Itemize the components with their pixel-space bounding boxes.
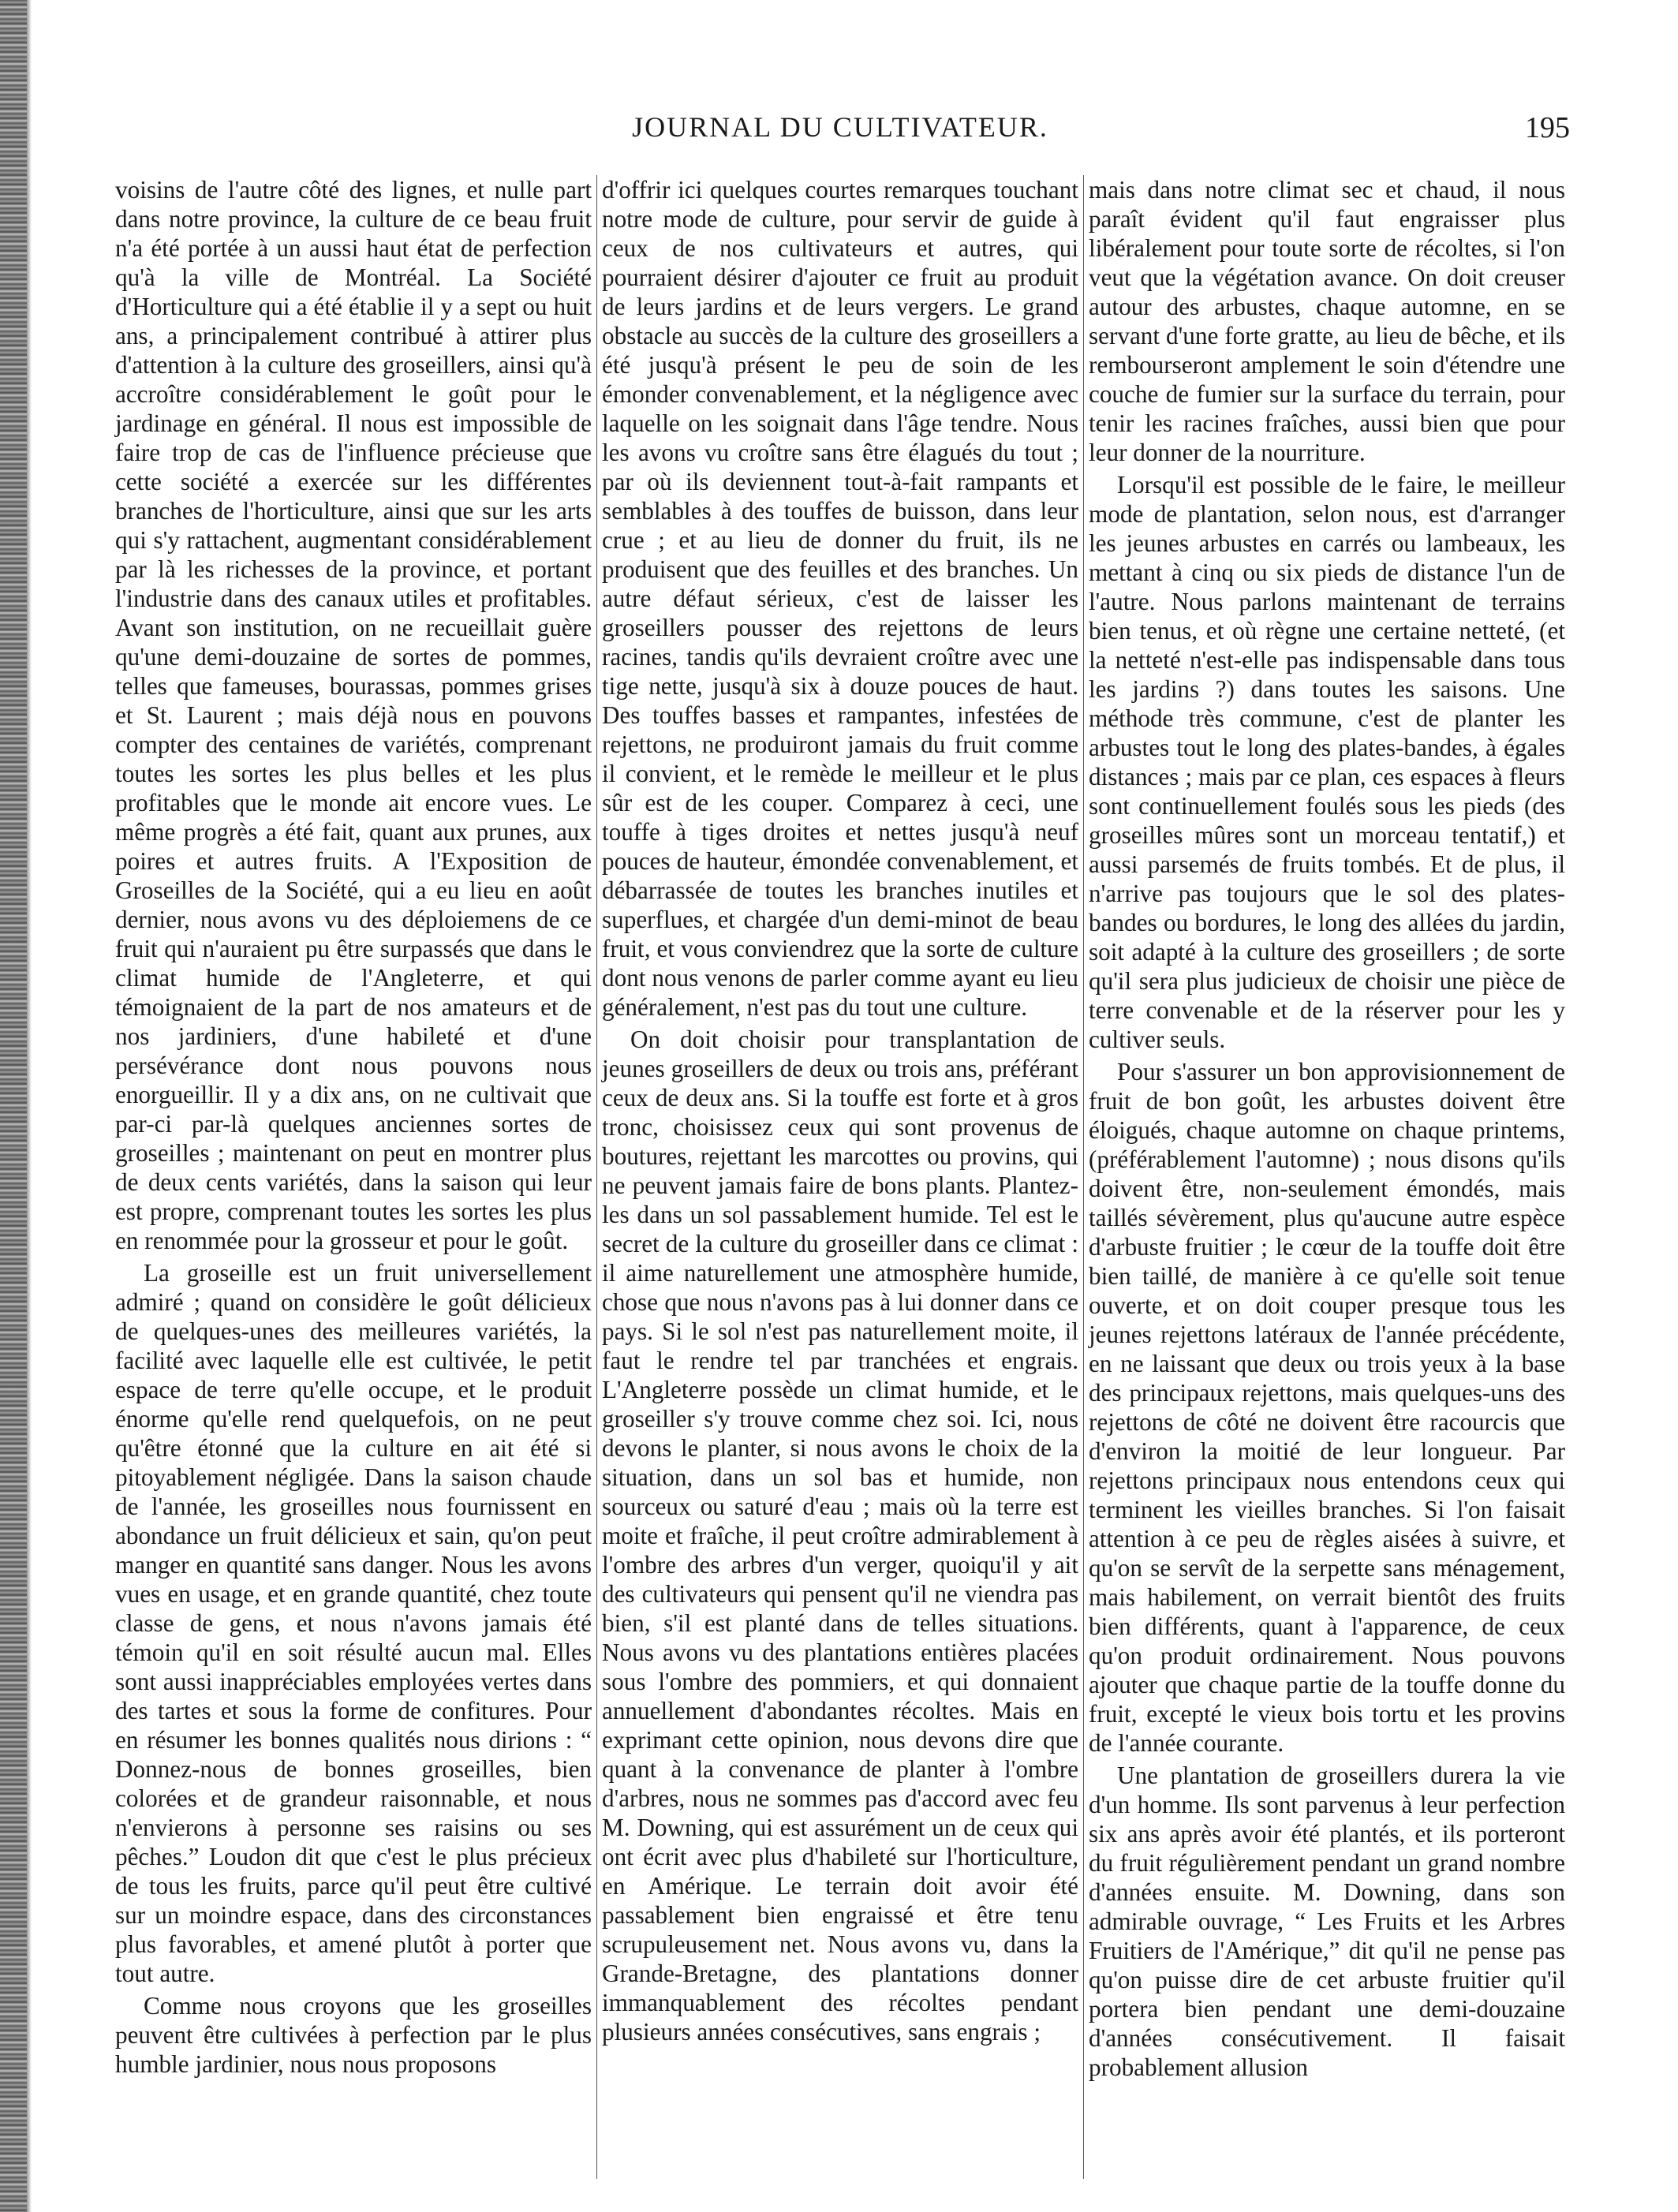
column-2	[597, 175, 1083, 2179]
column-3-paragraph-1: mais dans notre climat sec et chaud, il nous paraît évident qu'il faut engraisser plus libéralement pour toute sorte de récoltes, si l'on veut que la végétation avance. On doit creuser autour des arbustes, chaque automne, en se servant d'une forte gratte, au lieu de bêche, et ils rembourseront amplement le soin d'étendre une couche de fumier sur la surface du terrain, pour tenir les racines fraîches, aussi bien que pour leur donner de la nourriture.	[1089, 176, 1565, 466]
running-title: JOURNAL DU CULTIVATEUR.	[632, 111, 1048, 143]
page-number: 195	[1525, 111, 1570, 144]
binding-shadow	[27, 0, 32, 2212]
column-3-paragraph-4: Une plantation de groseillers durera la vie d'un homme. Ils sont parvenus à leur perfection six ans après avoir été plantés, et ils porteront du fruit régulièrement pendant un grand nombre d'années ensuite. M. Downing, dans son admirable ouvrage, “ Les Fruits et les Arbres Fruitiers de l'Amérique,” dit qu'il ne pense pas qu'on puisse dire de cet arbuste fruitier qu'il portera bien pendant une demi-douzaine d'années consécutivement. Il faisait probablement allusion	[1089, 1762, 1565, 2081]
text-columns	[110, 175, 1570, 2179]
column-1-paragraph-3: Comme nous croyons que les groseilles peuvent être cultivées à perfection par le plus humble jardinier, nous nous proposons	[115, 1992, 592, 2078]
column-1-paragraph-2: La groseille est un fruit universellement admiré ; quand on considère le goût délicieux de quelques-unes des meilleures variétés, la facilité avec laquelle elle est cultivée, le petit espace de terre qu'elle occupe, et le produit énorme qu'elle rend quelquefois, on ne peut qu'être étonné que la culture en ait été si pitoyablement négligée. Dans la saison chaude de l'année, les groseilles nous fournissent en abondance un fruit délicieux et sain, qu'on peut manger en quantité sans danger. Nous les avons vues en usage, et en grande quantité, chez toute classe de gens, et nous n'avons jamais été témoin qu'il en soit résulté aucun mal. Elles sont aussi inappréciables employées vertes dans des tartes et sous la forme de confitures. Pour en résumer les bonnes qualités nous dirions : “ Donnez-nous de bonnes groseilles, bien colorées et de grandeur raisonnable, et nous n'envierons à personne ses raisins ou ses pêches.” Loudon dit que c'est le plus précieux de tous les fruits, parce qu'il peut être cultivé sur un moindre espace, dans des circonstances plus favorables, et amené plutôt à porter que tout autre.	[115, 1259, 592, 1987]
column-1-paragraph-1: voisins de l'autre côté des lignes, et nulle part dans notre province, la culture de ce beau fruit n'a été portée à un aussi haut état de perfection qu'à la ville de Montréal. La Société d'Horticulture qui a été établie il y a sept ou huit ans, a principalement contribué à attirer plus d'attention à la culture des groseillers, ainsi qu'à accroître considérablement le goût pour le jardinage en général. Il nous est impossible de faire trop de cas de l'influence précieuse que cette société a exercée sur les différentes branches de l'horticulture, ainsi que sur les arts qui s'y rattachent, augmentant considérablement par là les richesses de la province, et portant l'industrie dans des canaux utiles et profitables. Avant son institution, on ne recueillait guère qu'une demi-douzaine de sortes de pommes, telles que fameuses, bourassas, pommes grises et St. Laurent ; mais déjà nous en pouvons compter des centaines de variétés, comprenant toutes les sortes les plus belles et les plus profitables que le monde ait encore vues. Le même progrès a été fait, quant aux prunes, aux poires et autres fruits. A l'Exposition de Groseilles de la Société, qui a eu lieu en août dernier, nous avons vu des déploiemens de ce fruit qui n'auraient pu être surpassés que dans le climat humide de l'Angleterre, et qui témoignaient de la part de nos amateurs et de nos jardiniers, d'une habileté et d'une persévérance dont nous pouvons nous enorgueillir. Il y a dix ans, on ne cultivait que par-ci par-là quelques anciennes sortes de groseilles ; maintenant on peut en montrer plus de deux cents variétés, dans la saison qui leur est propre, comprenant toutes les sortes les plus en renommée pour la grosseur et pour le goût.	[115, 176, 592, 1254]
column-2-paragraph-2: On doit choisir pour transplantation de jeunes groseillers de deux ou trois ans, préférant ceux de deux ans. Si la touffe est forte et à gros tronc, choisissez ceux qui sont provenus de boutures, rejettant les marcottes ou provins, qui ne peuvent jamais faire de bons plants. Plantez-les dans un sol passablement humide. Tel est le secret de la culture du groseiller dans ce climat : il aime naturellement une atmosphère humide, chose que nous n'avons pas à lui donner dans ce pays. Si le sol n'est pas naturellement moite, il faut le rendre tel par tranchées et engrais. L'Angleterre possède un climat humide, et le groseiller s'y trouve comme chez soi. Ici, nous devons le planter, si nous avons le choix de la situation, dans un sol bas et humide, non sourceux ou saturé d'eau ; mais où la terre est moite et fraîche, il peut croître admirablement à l'ombre des arbres d'un verger, quoiqu'il y ait des cultivateurs qui pensent qu'il ne viendra pas bien, s'il est planté dans de telles situations. Nous avons vu des plantations entières placées sous l'ombre des pommiers, et qui donnaient annuellement d'abondantes récoltes. Mais en exprimant cette opinion, nous devons dire que quant à la convenance de planter à l'ombre d'arbres, nous ne sommes pas d'accord avec feu M. Downing, qui est assurément un de ceux qui ont écrit avec plus d'habileté sur l'horticulture, en Amérique. Le terrain doit avoir été passablement bien engraissé et être tenu scrupuleusement net. Nous avons vu, dans la Grande-Bretagne, des plantations donner immanquablement des récoltes pendant plusieurs années consécutives, sans engrais ;	[602, 1026, 1078, 2046]
book-binding-edge	[0, 0, 27, 2212]
column-3	[1084, 175, 1570, 2179]
column-1	[110, 175, 596, 2179]
column-3-paragraph-2: Lorsqu'il est possible de le faire, le meilleur mode de plantation, selon nous, est d'arranger les jeunes arbustes en carrés ou lambeaux, les mettant à cinq ou six pieds de distance l'un de l'autre. Nous parlons maintenant de terrains bien tenus, et où règne une certaine netteté, (et la netteté n'est-elle pas indispensable dans tous les jardins ?) dans toutes les saisons. Une méthode très commune, c'est de planter les arbustes tout le long des plates-bandes, à égales distances ; mais par ce plan, ces espaces à fleurs sont continuellement foulés sous les pieds (des groseilles mûres sont un morceau tentatif,) et aussi parsemés de fruits tombés. Et de plus, il n'arrive pas toujours que le sol des plates-bandes ou bordures, le long des allées du jardin, soit adapté à la culture des groseillers ; de sorte qu'il sera plus judicieux de choisir une pièce de terre convenable et de la réserver pour les y cultiver seuls.	[1089, 471, 1565, 1053]
column-3-paragraph-3: Pour s'assurer un bon approvisionnement de fruit de bon goût, les arbustes doivent être éloigués, chaque automne on chaque printems, (préférablement l'automne) ; nous disons qu'ils doivent être, non-seulement émondés, mais taillés sévèrement, plus qu'aucune autre espèce d'arbuste fruitier ; le cœur de la touffe doit être bien taillé, de manière à ce qu'elle soit tenue ouverte, et on doit couper presque tous les jeunes rejettons latéraux de l'année précédente, en ne laissant que deux ou trois yeux à la base des principaux rejettons, mais quelques-uns des rejettons de côté ne doivent être racourcis que d'environ la moitié de leur longueur. Par rejettons principaux nous entendons ceux qui terminent les vieilles branches. Si l'on faisait attention à ce peu de règles aisées à suivre, et qu'on se servît de la serpette sans ménagement, mais habilement, on verrait bientôt des fruits bien différents, quant à l'apparence, de ceux qu'on produit ordinairement. Nous pouvons ajouter que chaque partie de la touffe donne du fruit, excepté le vieux bois tortu et les provins de l'année courante.	[1089, 1058, 1565, 1757]
column-2-paragraph-1: d'offrir ici quelques courtes remarques touchant notre mode de culture, pour servir de guide à ceux de nos cultivateurs et autres, qui pourraient désirer d'ajouter ce fruit au produit de leurs jardins et de leurs vergers. Le grand obstacle au succès de la culture des groseillers a été jusqu'à présent le peu de soin de les émonder convenablement, et la négligence avec laquelle on les soignait dans l'âge tendre. Nous les avons vu croître sans être élagués du tout ; par où ils deviennent tout-à-fait rampants et semblables à des touffes de buisson, dans leur crue ; et au lieu de donner du fruit, ils ne produisent que des feuilles et des branches. Un autre défaut sérieux, c'est de laisser les groseillers pousser des rejettons de leurs racines, tandis qu'ils devraient croître avec une tige nette, jusqu'à six à douze pouces de haut. Des touffes basses et rampantes, infestées de rejettons, ne produiront jamais du fruit comme il convient, et le remède le meilleur et le plus sûr est de les couper. Comparez à ceci, une touffe à tiges droites et nettes jusqu'à neuf pouces de hauteur, émondée convenablement, et débarrassée de toutes les branches inutiles et superflues, et chargée d'un demi-minot de beau fruit, et vous conviendrez que la sorte de culture dont nous venons de parler comme ayant eu lieu généralement, n'est pas du tout une culture.	[602, 176, 1078, 1021]
page-header	[110, 110, 1570, 158]
